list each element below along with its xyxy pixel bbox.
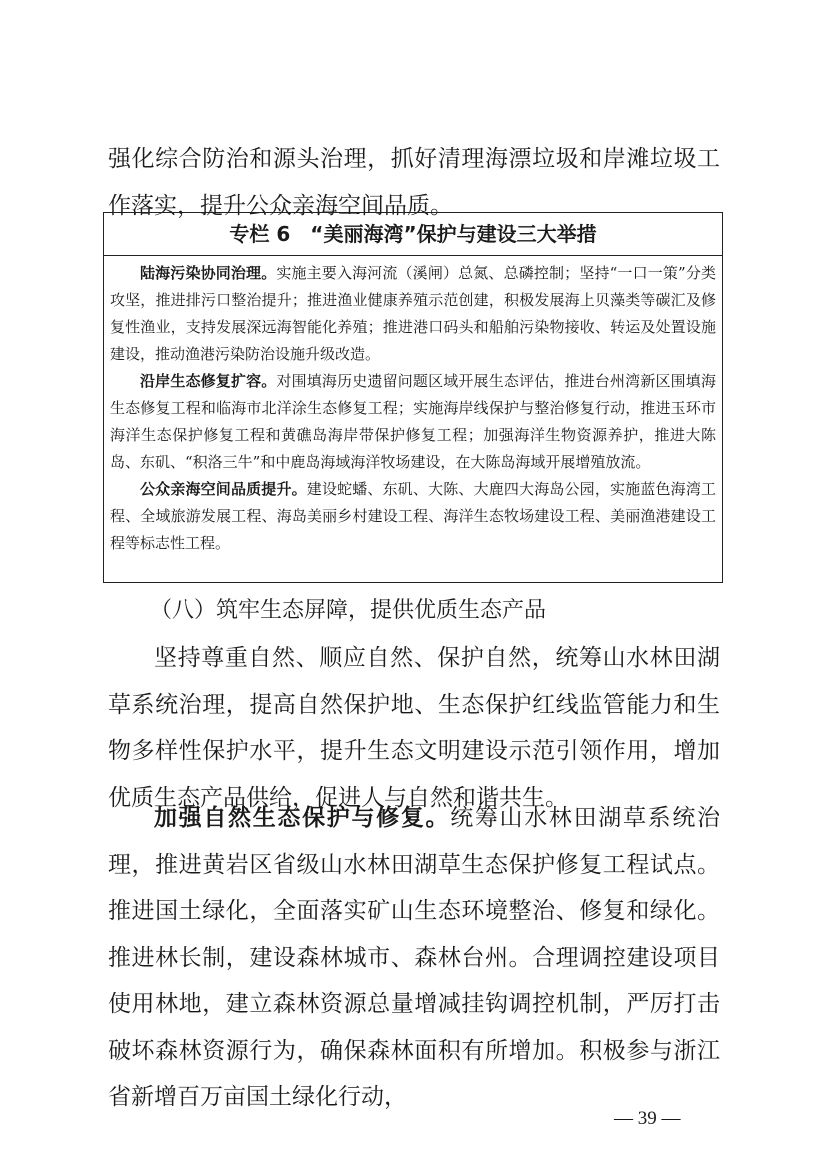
feature-box-number: 专栏 6 [229, 222, 291, 246]
feature-item-lead: 沿岸生态修复扩容。 [140, 372, 277, 390]
feature-box [103, 212, 723, 583]
feature-box-body [104, 256, 722, 557]
feature-item [110, 260, 716, 368]
feature-item [110, 476, 716, 557]
feature-item-lead: 陆海污染协同治理。 [140, 264, 277, 282]
forest-paragraph-text: 统筹山水林田湖草系统治理，推进黄岩区省级山水林田湖草生态保护修复工程试点。推进国土绿化，全面落实矿山生态环境整治、修复和绿化。推进林长制，建设森林城市、森林台州。合理调控建设项目使用林地，建立森林资源总量增减挂钩调控机制，严厉打击破坏森林资源行为，确保森林面积有所增加。积极参与浙江省新增百万亩国土绿化行动， [108, 805, 721, 1110]
forest-paragraph-lead: 加强自然生态保护与修复。 [154, 805, 451, 831]
forest-paragraph [108, 795, 720, 1121]
feature-item-text: 对围填海历史遗留问题区域开展生态评估，推进台州湾新区围填海生态修复工程和临海市北洋涂生态修复工程；实施海岸线保护与整治修复行动，推进玉环市海洋生态保护修复工程和黄礁岛海岸带保护修复工程；加强海洋生物资源养护，推进大陈岛、东矶、“积洛三牛”和中鹿岛海域海洋牧场建设，在大陈岛海域开展增殖放流。 [110, 372, 716, 471]
feature-box-heading: “美丽海湾”保护与建设三大举措 [310, 222, 597, 246]
feature-item-text: 实施主要入海河流（溪闸）总氮、总磷控制；坚持“一口一策”分类攻坚，推进排污口整治提升；推进渔业健康养殖示范创建，积极发展海上贝藻类等碳汇及修复性渔业，支持发展深远海智能化养殖；推进港口码头和船舶污染物接收、转运及处置设施建设，推动渔港污染防治设施升级改造。 [110, 264, 716, 363]
intro-paragraph: 强化综合防治和源头治理，抓好清理海漂垃圾和岸滩垃圾工作落实，提升公众亲海空间品质。 [108, 146, 720, 219]
feature-item-lead: 公众亲海空间品质提升。 [140, 480, 307, 498]
feature-item [110, 368, 716, 476]
feature-box-title [104, 213, 722, 256]
nature-paragraph: 坚持尊重自然、顺应自然、保护自然，统筹山水林田湖草系统治理，提高自然保护地、生态保护红线监管能力和生物多样性保护水平，提升生态文明建设示范引领作用，增加优质生态产品供给，促进人与自然和谐共生。 [108, 645, 720, 811]
page-number: — 39 — [614, 1108, 681, 1129]
section-heading: （八）筑牢生态屏障，提供优质生态产品 [150, 598, 547, 623]
feature-item-text: 建设蛇蟠、东矶、大陈、大鹿四大海岛公园，实施蓝色海湾工程、全域旅游发展工程、海岛美丽乡村建设工程、海洋生态牧场建设工程、美丽渔港建设工程等标志性工程。 [110, 480, 716, 552]
